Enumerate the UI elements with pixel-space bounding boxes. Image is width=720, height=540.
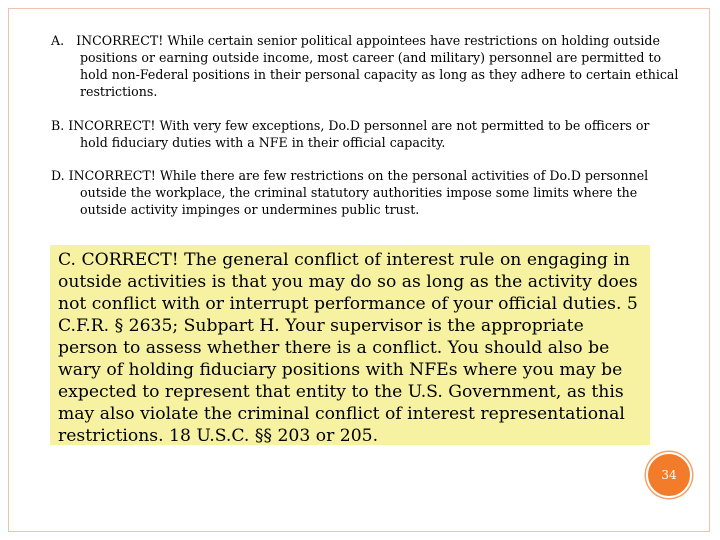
answer-a-text: INCORRECT! While certain senior political appointees have restrictions on holding outside positions or earning outside income, most career (and military) personnel are permitted to hold non-Federal positions in their personal capacity as long as they adhere to certain ethical restrictions. [76,33,679,99]
answer-b: B. INCORRECT! With very few exceptions, Do.D personnel are not permitted to be officers or hold fiduciary duties with a NFE in their official capacity. [51,118,650,150]
answer-d: D. INCORRECT! While there are few restrictions on the personal activities of Do.D personnel outside the workplace, the criminal statutory authorities impose some limits where the outside activity impinges or undermines public trust. [51,168,649,217]
correct-answer-box [50,245,650,445]
correct-answer-text: C. CORRECT! The general conflict of interest rule on engaging in outside activities is that you may do so as long as the activity does not conflict with or interrupt performance of your official duties. 5 C.F.R. § 2635; Subpart H. Your supervisor is the appropriate person to assess whether there is a conflict. You should also be wary of holding fiduciary positions with NFEs where you may be expected to represent that entity to the U.S. Government, as this may also violate the criminal conflict of interest representational restrictions. 18 U.S.C. §§ 203 or 205. [58,250,638,446]
page-number-badge [646,452,692,498]
answer-a [51,32,680,100]
page-number: 34 [661,468,677,482]
answer-a-label: A. [51,33,65,48]
